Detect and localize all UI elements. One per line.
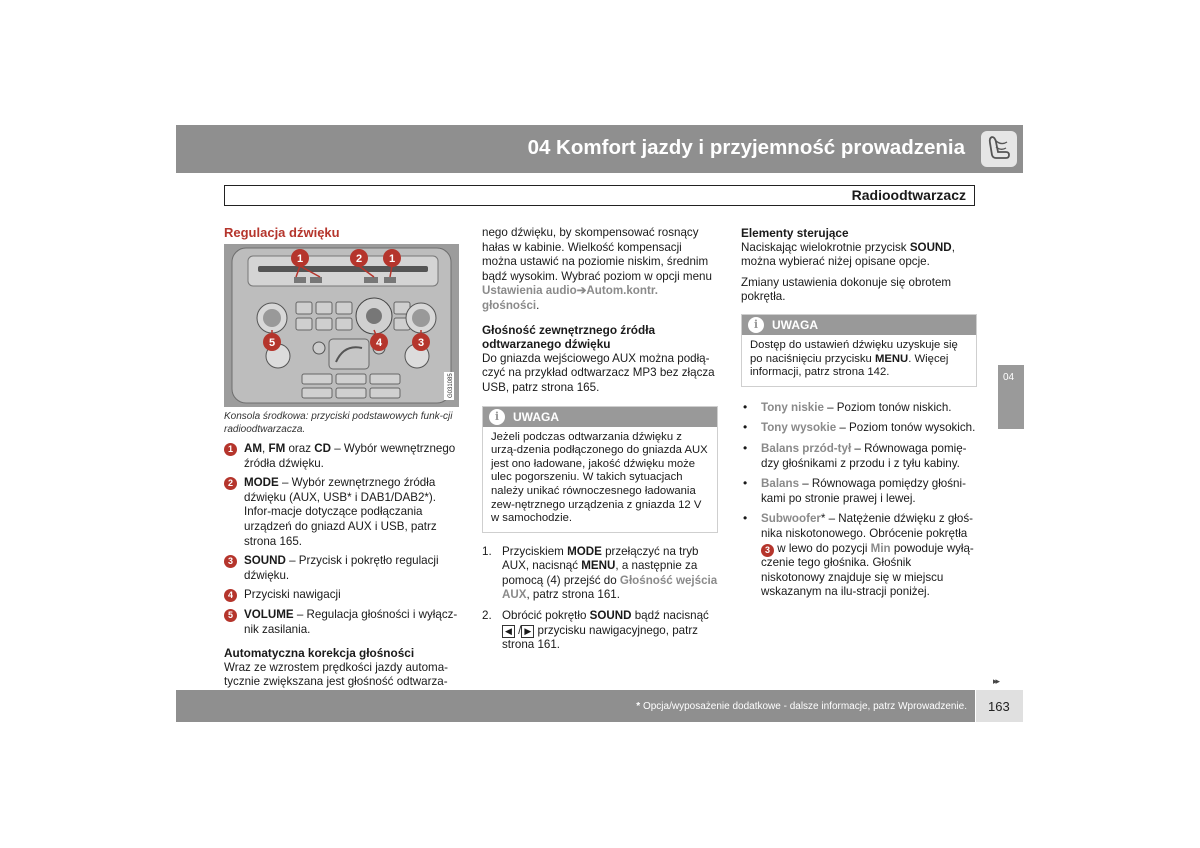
steps-list xyxy=(482,545,718,653)
list-item: • Tony niskie – Poziom tonów niskich. xyxy=(743,399,952,414)
legend-item: 4 Przyciski nawigacji xyxy=(224,588,460,603)
options-list xyxy=(741,401,977,600)
paragraph: Do gniazda wejściowego AUX można podłą-czyć na przykład odtwarzacz MP3 bez złącza USB, patrz strona 165. xyxy=(482,351,715,394)
svg-text:2: 2 xyxy=(355,253,363,265)
subheading: Głośność zewnętrznego źródła odtwarzanego dźwięku xyxy=(482,322,656,352)
note-box xyxy=(741,314,977,387)
legend-item: 3 SOUND – Przycisk i pokrętło regulacji dźwięku. xyxy=(224,554,460,583)
svg-text:5: 5 xyxy=(268,337,276,349)
note-label: UWAGA xyxy=(513,409,559,424)
svg-text:1: 1 xyxy=(296,253,304,265)
legend-item: 1 AM, FM oraz CD – Wybór wewnętrznego źródła dźwięku. xyxy=(224,442,460,471)
step-item: 2. Obrócić pokrętło SOUND bądź nacisnąć ◀ / ▶ przycisku nawigacyjnego, patrz strona 161. xyxy=(482,609,709,652)
column-3 xyxy=(741,226,977,606)
info-icon: i xyxy=(748,317,764,333)
note-box xyxy=(482,406,718,533)
legend-number: 4 xyxy=(224,589,237,602)
inline-number: 3 xyxy=(761,544,774,557)
legend-item: 2 MODE – Wybór zewnętrznego źródła dźwięku (AUX, USB* i DAB1/DAB2*). Infor-macje dotyczące podłączania urządzeń do gniazd AUX i USB, patrz strona 165. xyxy=(224,476,460,549)
continue-arrows-icon: ▸▸ xyxy=(993,676,999,686)
page-number: 163 xyxy=(988,699,1010,714)
figure-marker xyxy=(350,249,368,267)
legend-item: 5 VOLUME – Regulacja głośności i wyłącz-nik zasilania. xyxy=(224,608,460,637)
svg-text:4: 4 xyxy=(375,337,383,349)
note-text: Jeżeli podczas odtwarzania dźwięku z urzą-dzenia podłączonego do gniazda AUX jest ono ładowane, jakość dźwięku może ulec pogorszeniu. W takich sytuacjach należy unikać równoczesnego ładowania zew-nętrznego urządzenia z gniazda 12 V w samochodzie. xyxy=(491,430,708,525)
note-text: Dostęp do ustawień dźwięku uzyskuje się po naciśnięciu przycisku MENU. Więcej informacji, patrz strona 142. xyxy=(750,338,958,379)
paragraph: nego dźwięku, by skompensować rosnący hałas w kabinie. Wielkość kompensacji można ustawić na poziomie niskim, średnim bądź wysokim. Wybrać poziom w opcji menu Ustawienia audio➔Autom.kontr. głośności. xyxy=(482,226,712,312)
photo-code: G031085 xyxy=(448,373,454,398)
paragraph: Zmiany ustawienia dokonuje się obrotem pokrętła. xyxy=(741,275,952,304)
figure-caption: Konsola środkowa: przyciski podstawowych funk-cji radioodtwarzacza. xyxy=(224,411,453,435)
section-title: Radioodtwarzacz xyxy=(851,187,966,203)
chapter-title: 04 Komfort jazdy i przyjemność prowadzenia xyxy=(527,136,965,159)
legend-number: 3 xyxy=(224,555,237,568)
figure-marker xyxy=(412,333,430,351)
svg-text:3: 3 xyxy=(417,337,425,349)
list-item: • Tony wysokie – Poziom tonów wysokich. xyxy=(743,420,976,435)
figure-marker xyxy=(263,333,281,351)
subheading: Elementy sterujące xyxy=(741,226,849,240)
legend-number: 5 xyxy=(224,609,237,622)
section-header xyxy=(224,185,975,206)
chapter-header xyxy=(176,125,1023,173)
list-item: • Balans przód-tył – Równowaga pomię-dzy głośnikami z przodu i z tyłu kabiny. xyxy=(743,440,967,470)
next-icon: ▶ xyxy=(521,625,534,638)
list-item: • Balans – Równowaga pomiędzy głośni-kami po stronie prawej i lewej. xyxy=(743,476,966,505)
legend-number: 1 xyxy=(224,443,237,456)
footnote: * Opcja/wyposażenie dodatkowe - dalsze informacje, patrz Wprowadzenie. xyxy=(636,701,967,712)
console-figure xyxy=(224,244,459,407)
svg-text:1: 1 xyxy=(388,253,396,265)
footer-bar xyxy=(176,690,975,722)
paragraph: Naciskając wielokrotnie przycisk SOUND, można wybierać niżej opisane opcje. xyxy=(741,240,955,269)
step-item: 1. Przyciskiem MODE przełączyć na tryb AUX, nacisnąć MENU, a następnie za pomocą (4) przejść do Głośność wejścia AUX, patrz strona 161. xyxy=(482,544,718,602)
note-label: UWAGA xyxy=(772,317,818,332)
paragraph: Wraz ze wzrostem prędkości jazdy automa-tycznie zwiększana jest głośność odtwarza- xyxy=(224,660,449,689)
figure-marker xyxy=(291,249,309,267)
chapter-tab-label: 04 xyxy=(1003,372,1015,383)
column-2 xyxy=(482,226,718,659)
legend-number: 2 xyxy=(224,477,237,490)
list-item: • Subwoofer* – Natężenie dźwięku z głoś-nika niskotonowego. Obrócenie pokrętła 3 w lewo do pozycji Min powoduje wyłą-czenie tego głośnika. Głośnik niskotonowy znajduje się w miejscu wskazanym na ilu-stracji poniżej. xyxy=(743,511,974,599)
figure-marker xyxy=(370,333,388,351)
chapter-tab xyxy=(998,365,1024,429)
previous-icon: ◀ xyxy=(502,625,515,638)
car-seat-icon xyxy=(981,131,1017,167)
column-1-body xyxy=(224,411,460,696)
subheading: Automatyczna korekcja głośności xyxy=(224,646,415,661)
column-1 xyxy=(224,226,460,241)
section-heading: Regulacja dźwięku xyxy=(224,225,340,240)
figure-marker xyxy=(383,249,401,267)
info-icon: i xyxy=(489,409,505,425)
